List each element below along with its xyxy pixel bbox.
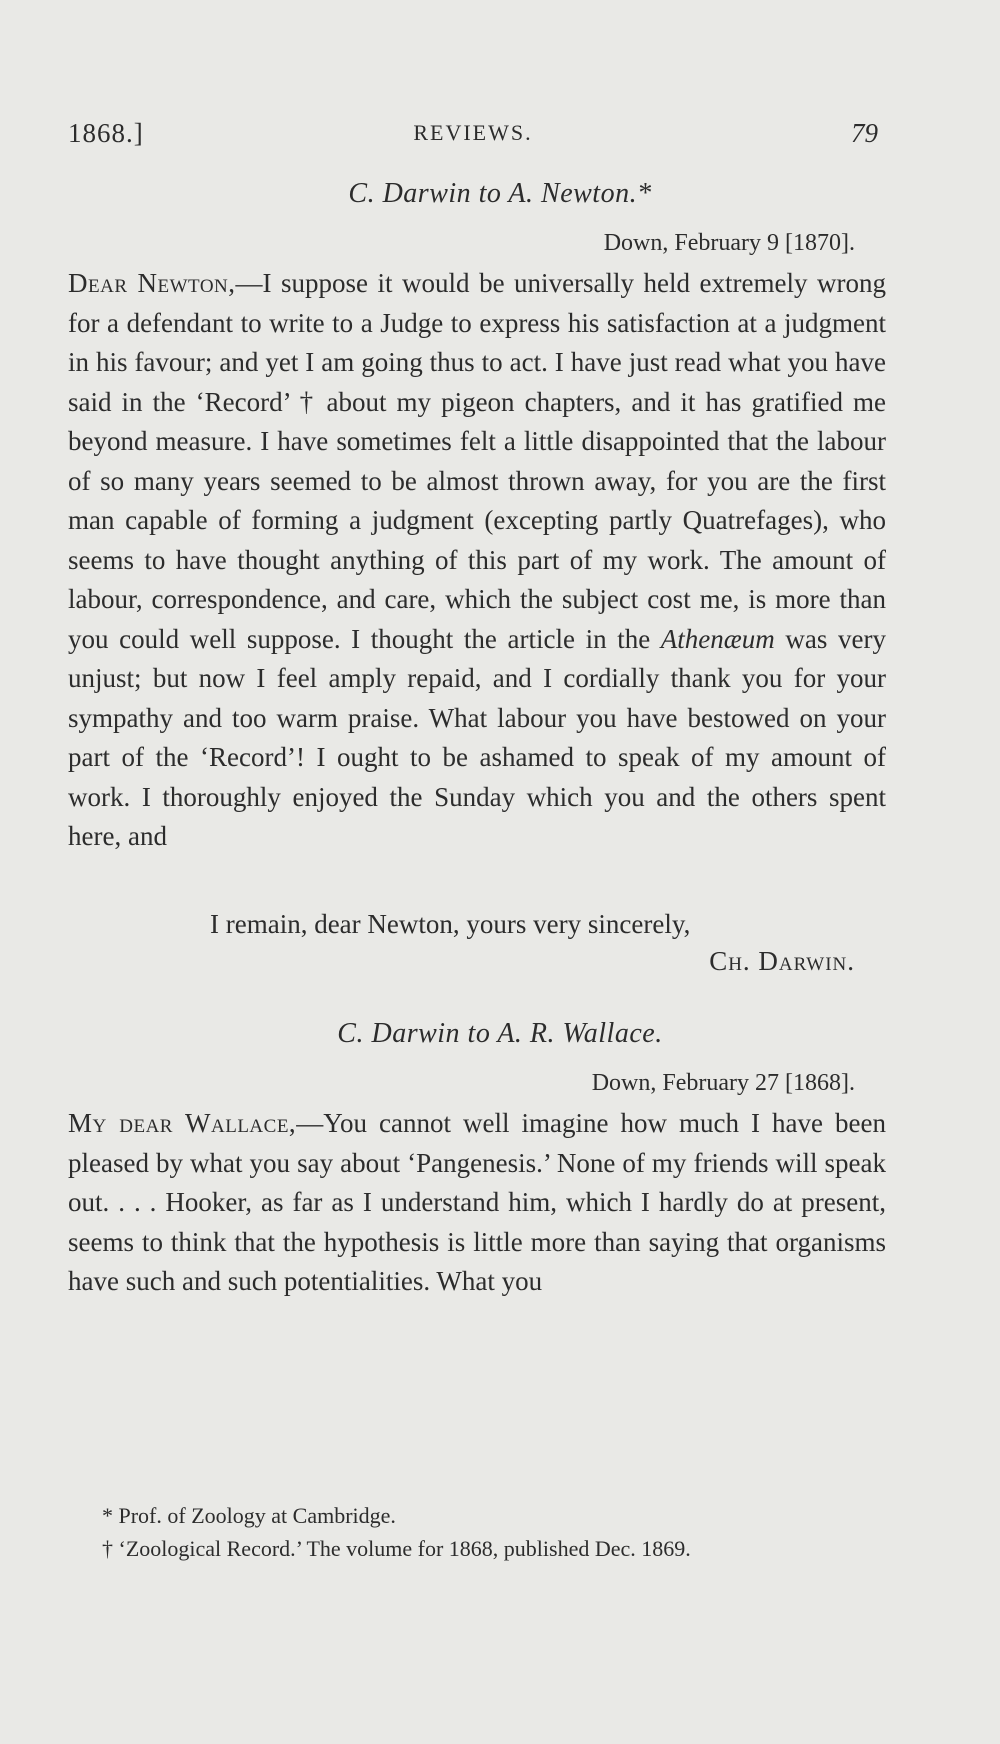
letter1-italic-word: Athenæum: [660, 623, 775, 654]
letter2-body: [68, 1104, 886, 1302]
letter1-text-part2: was very unjust; but now I feel amply repaid, and I cordially thank you for your sympathy and too warm praise. What labour you have bestowed on your part of the ‘Record’! I ought to be ashamed to speak of my amount of work. I thoroughly enjoyed the Sunday which you and the others spent here, and: [68, 623, 886, 851]
running-header: [68, 118, 878, 158]
letter1-date: Down, February 9 [1870].: [603, 230, 855, 256]
letter2-date: Down, February 27 [1868].: [591, 1070, 855, 1096]
header-section-title: REVIEWS.: [413, 120, 533, 145]
letter1-text-part1: —I suppose it would be universally held extremely wrong for a defendant to write to a Judge to express his satisfaction at a judgment in his favour; and yet I am going thus to act. I have just read what you have said in the ‘Record’ † about my pigeon chapters, and it has gratified me beyond measure. I have sometimes felt a little disappointed that the labour of so many years seemed to be almost thrown away, for you are the first man capable of forming a judgment (excepting partly Quatrefages), who seems to have thought anything of this part of my work. The amount of labour, correspondence, and care, which the subject cost me, is more than you could well suppose. I thought the article in the: [68, 268, 886, 654]
header-year: 1868.]: [68, 118, 144, 148]
letter1-closing: I remain, dear Newton, yours very sincerely,: [210, 909, 691, 939]
footnotes: [102, 1499, 691, 1565]
letter1-salutation: Dear Newton,: [68, 268, 236, 298]
letter2-text: —You cannot well imagine how much I have been pleased by what you say about ‘Pangenesis.’ None of my friends will speak out. . . . Hooker, as far as I understand him, which I hardly do at present, seems to think that the hypothesis is little more than saying that organisms have such and such potentialities. What you: [68, 1108, 886, 1296]
footnote-2: † ‘Zoological Record.’ The volume for 1868, published Dec. 1869.: [102, 1536, 691, 1561]
letter2-salutation: My dear Wallace,: [68, 1108, 297, 1138]
page-number: 79: [851, 118, 878, 148]
letter1-body: [68, 264, 886, 857]
letter2-heading: C. Darwin to A. R. Wallace.: [337, 1018, 663, 1049]
letter1-signature: Ch. Darwin.: [709, 946, 855, 976]
footnote-1: * Prof. of Zoology at Cambridge.: [102, 1503, 396, 1528]
letter1-heading: C. Darwin to A. Newton.*: [348, 178, 652, 209]
